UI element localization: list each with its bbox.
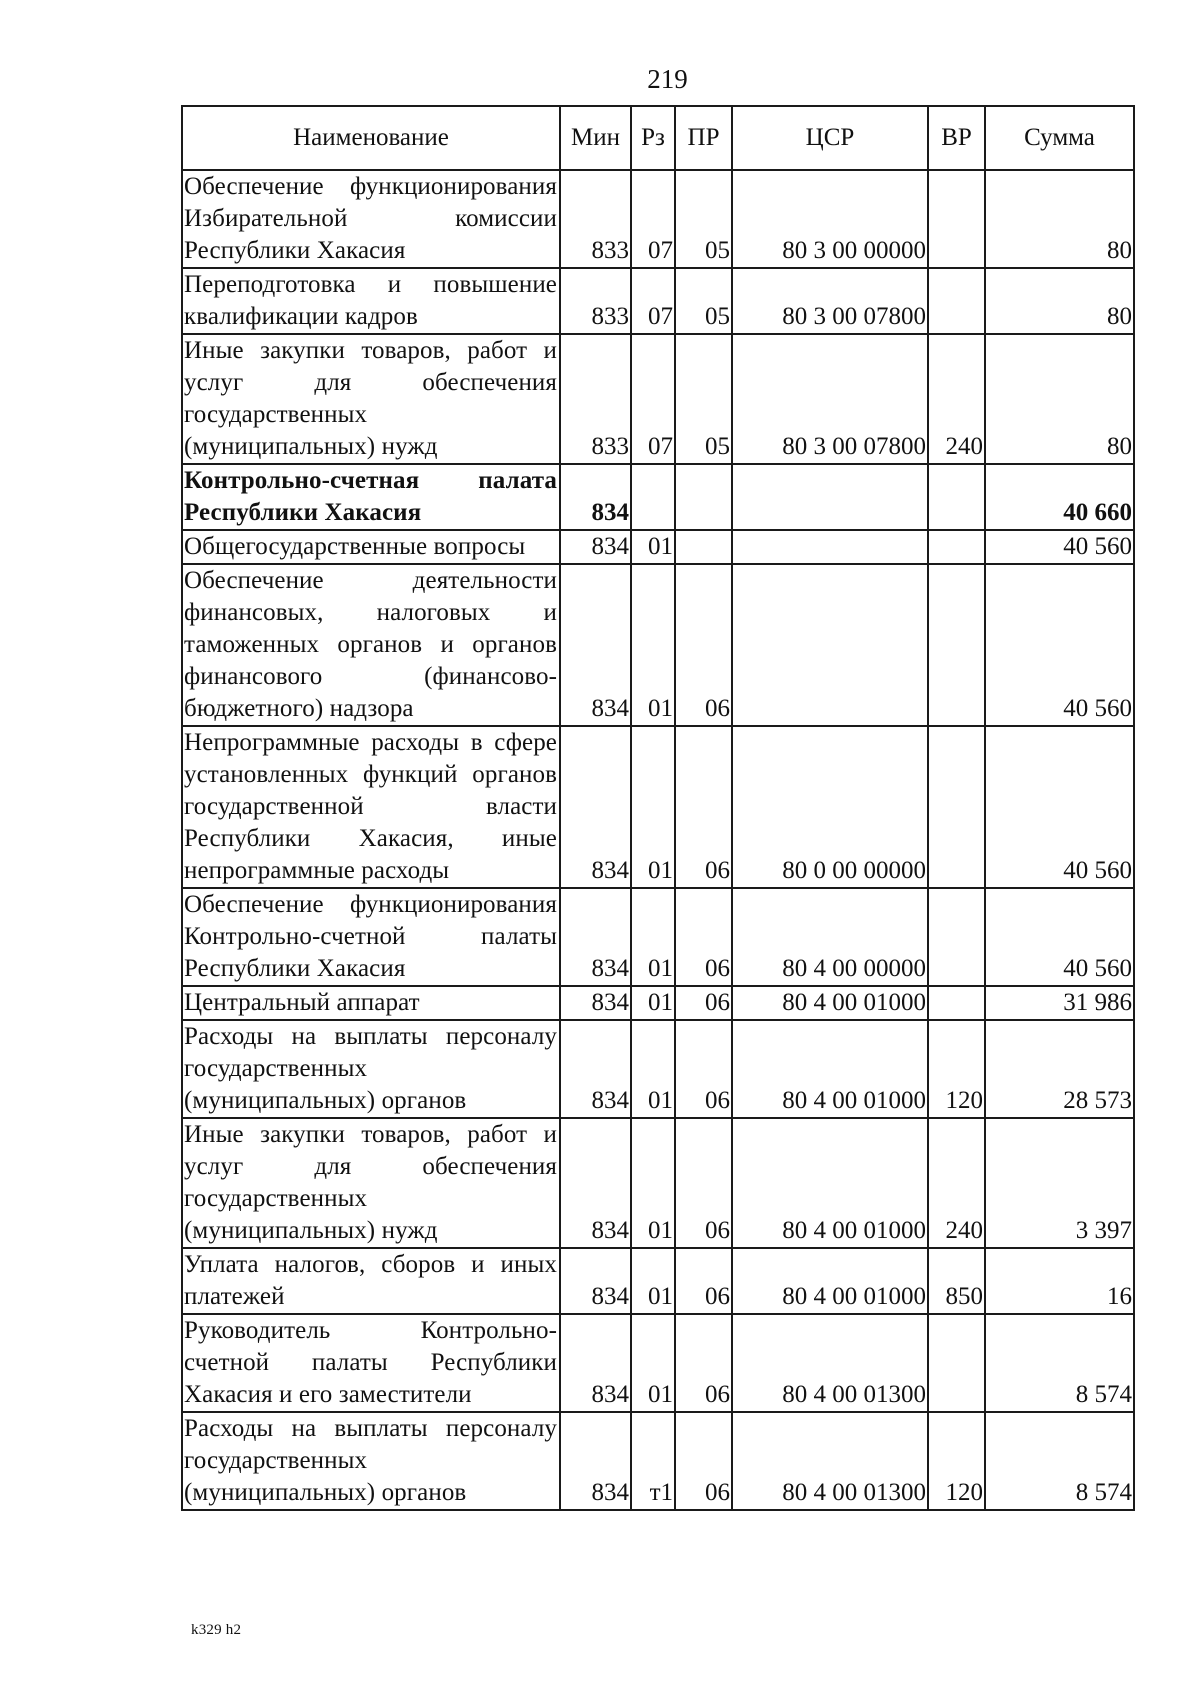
cell-name: Обеспечение функционирования Избирательной комиссии Республики Хакасия: [182, 170, 560, 268]
cell-csr: 80 0 00 00000: [732, 726, 928, 888]
cell-name: Руководитель Контрольно-счетной палаты Республики Хакасия и его заместители: [182, 1314, 560, 1412]
cell-vr: [928, 726, 985, 888]
cell-sum: 3 397: [985, 1118, 1134, 1248]
cell-sum: 40 660: [985, 464, 1134, 530]
cell-csr: [732, 564, 928, 726]
cell-vr: [928, 464, 985, 530]
cell-rz: 01: [631, 888, 675, 986]
table-row: [182, 726, 1134, 888]
cell-csr: 80 4 00 01300: [732, 1314, 928, 1412]
cell-rz: т1: [631, 1412, 675, 1510]
cell-rz: 01: [631, 530, 675, 564]
cell-csr: 80 3 00 07800: [732, 334, 928, 464]
cell-vr: 850: [928, 1248, 985, 1314]
page-number: 219: [647, 64, 688, 94]
cell-pr: 06: [675, 888, 732, 986]
cell-name: Обеспечение деятельности финансовых, налоговых и таможенных органов и органов финансового (финансово-бюджетного) надзора: [182, 564, 560, 726]
cell-rz: 07: [631, 170, 675, 268]
header-min: Мин: [560, 106, 631, 170]
footer-code: k329 h2: [191, 1622, 242, 1638]
cell-sum: 80: [985, 268, 1134, 334]
header-pr: ПР: [675, 106, 732, 170]
cell-vr: [928, 888, 985, 986]
table-row: [182, 1314, 1134, 1412]
table-body: [182, 170, 1134, 1510]
cell-name: Уплата налогов, сборов и иных платежей: [182, 1248, 560, 1314]
cell-min: 834: [560, 986, 631, 1020]
cell-rz: 01: [631, 726, 675, 888]
cell-name: Иные закупки товаров, работ и услуг для обеспечения государственных (муниципальных) нужд: [182, 334, 560, 464]
cell-min: 834: [560, 1118, 631, 1248]
cell-vr: 120: [928, 1020, 985, 1118]
cell-name: Расходы на выплаты персоналу государственных (муниципальных) органов: [182, 1020, 560, 1118]
table-row: [182, 530, 1134, 564]
header-name: Наименование: [182, 106, 560, 170]
cell-sum: 16: [985, 1248, 1134, 1314]
cell-rz: [631, 464, 675, 530]
cell-csr: [732, 530, 928, 564]
cell-min: 834: [560, 726, 631, 888]
cell-pr: 06: [675, 1118, 732, 1248]
cell-name: Переподготовка и повышение квалификации кадров: [182, 268, 560, 334]
cell-rz: 01: [631, 1314, 675, 1412]
table-row: [182, 1020, 1134, 1118]
cell-rz: 07: [631, 268, 675, 334]
cell-min: 833: [560, 268, 631, 334]
cell-vr: 120: [928, 1412, 985, 1510]
cell-rz: 07: [631, 334, 675, 464]
cell-pr: [675, 530, 732, 564]
cell-pr: 06: [675, 726, 732, 888]
cell-pr: 05: [675, 268, 732, 334]
header-rz: Рз: [631, 106, 675, 170]
cell-vr: [928, 986, 985, 1020]
cell-min: 833: [560, 334, 631, 464]
cell-pr: 06: [675, 1314, 732, 1412]
cell-rz: 01: [631, 1118, 675, 1248]
table-row: [182, 1118, 1134, 1248]
cell-csr: 80 4 00 01000: [732, 1248, 928, 1314]
cell-pr: 06: [675, 986, 732, 1020]
cell-csr: 80 4 00 01000: [732, 1118, 928, 1248]
cell-min: 833: [560, 170, 631, 268]
cell-min: 834: [560, 1412, 631, 1510]
cell-vr: [928, 268, 985, 334]
cell-pr: 05: [675, 334, 732, 464]
cell-sum: 40 560: [985, 726, 1134, 888]
cell-rz: 01: [631, 1248, 675, 1314]
table-row: [182, 888, 1134, 986]
header-csr: ЦСР: [732, 106, 928, 170]
cell-pr: [675, 464, 732, 530]
cell-name: Обеспечение функционирования Контрольно-счетной палаты Республики Хакасия: [182, 888, 560, 986]
header-sum: Сумма: [985, 106, 1134, 170]
cell-vr: [928, 1314, 985, 1412]
cell-min: 834: [560, 1314, 631, 1412]
cell-min: 834: [560, 464, 631, 530]
table-row: [182, 1412, 1134, 1510]
table-row: [182, 268, 1134, 334]
cell-pr: 05: [675, 170, 732, 268]
cell-min: 834: [560, 564, 631, 726]
table-row: [182, 986, 1134, 1020]
cell-pr: 06: [675, 1020, 732, 1118]
cell-rz: 01: [631, 1020, 675, 1118]
cell-pr: 06: [675, 1412, 732, 1510]
cell-sum: 31 986: [985, 986, 1134, 1020]
cell-csr: 80 4 00 01000: [732, 1020, 928, 1118]
cell-vr: 240: [928, 1118, 985, 1248]
cell-min: 834: [560, 1248, 631, 1314]
cell-name: Центральный аппарат: [182, 986, 560, 1020]
cell-sum: 8 574: [985, 1412, 1134, 1510]
cell-pr: 06: [675, 1248, 732, 1314]
cell-sum: 40 560: [985, 888, 1134, 986]
cell-csr: 80 3 00 00000: [732, 170, 928, 268]
table-row: [182, 564, 1134, 726]
cell-rz: 01: [631, 564, 675, 726]
table-row: [182, 170, 1134, 268]
cell-name: Контрольно-счетная палата Республики Хакасия: [182, 464, 560, 530]
cell-csr: 80 3 00 07800: [732, 268, 928, 334]
cell-sum: 80: [985, 170, 1134, 268]
table-row: [182, 1248, 1134, 1314]
cell-csr: [732, 464, 928, 530]
header-vr: ВР: [928, 106, 985, 170]
table-row: [182, 334, 1134, 464]
cell-name: Общегосударственные вопросы: [182, 530, 560, 564]
table-header-row: [182, 106, 1134, 170]
cell-sum: 28 573: [985, 1020, 1134, 1118]
budget-table: [181, 105, 1135, 1511]
cell-name: Непрограммные расходы в сфере установленных функций органов государственной власти Республики Хакасия, иные непрограммные расходы: [182, 726, 560, 888]
cell-pr: 06: [675, 564, 732, 726]
cell-rz: 01: [631, 986, 675, 1020]
cell-csr: 80 4 00 00000: [732, 888, 928, 986]
cell-vr: [928, 530, 985, 564]
cell-vr: [928, 170, 985, 268]
cell-csr: 80 4 00 01300: [732, 1412, 928, 1510]
cell-min: 834: [560, 530, 631, 564]
table-row: [182, 464, 1134, 530]
cell-name: Расходы на выплаты персоналу государственных (муниципальных) органов: [182, 1412, 560, 1510]
cell-vr: 240: [928, 334, 985, 464]
cell-sum: 8 574: [985, 1314, 1134, 1412]
cell-min: 834: [560, 888, 631, 986]
cell-name: Иные закупки товаров, работ и услуг для обеспечения государственных (муниципальных) нужд: [182, 1118, 560, 1248]
cell-sum: 40 560: [985, 564, 1134, 726]
cell-sum: 40 560: [985, 530, 1134, 564]
cell-min: 834: [560, 1020, 631, 1118]
cell-csr: 80 4 00 01000: [732, 986, 928, 1020]
cell-sum: 80: [985, 334, 1134, 464]
cell-vr: [928, 564, 985, 726]
